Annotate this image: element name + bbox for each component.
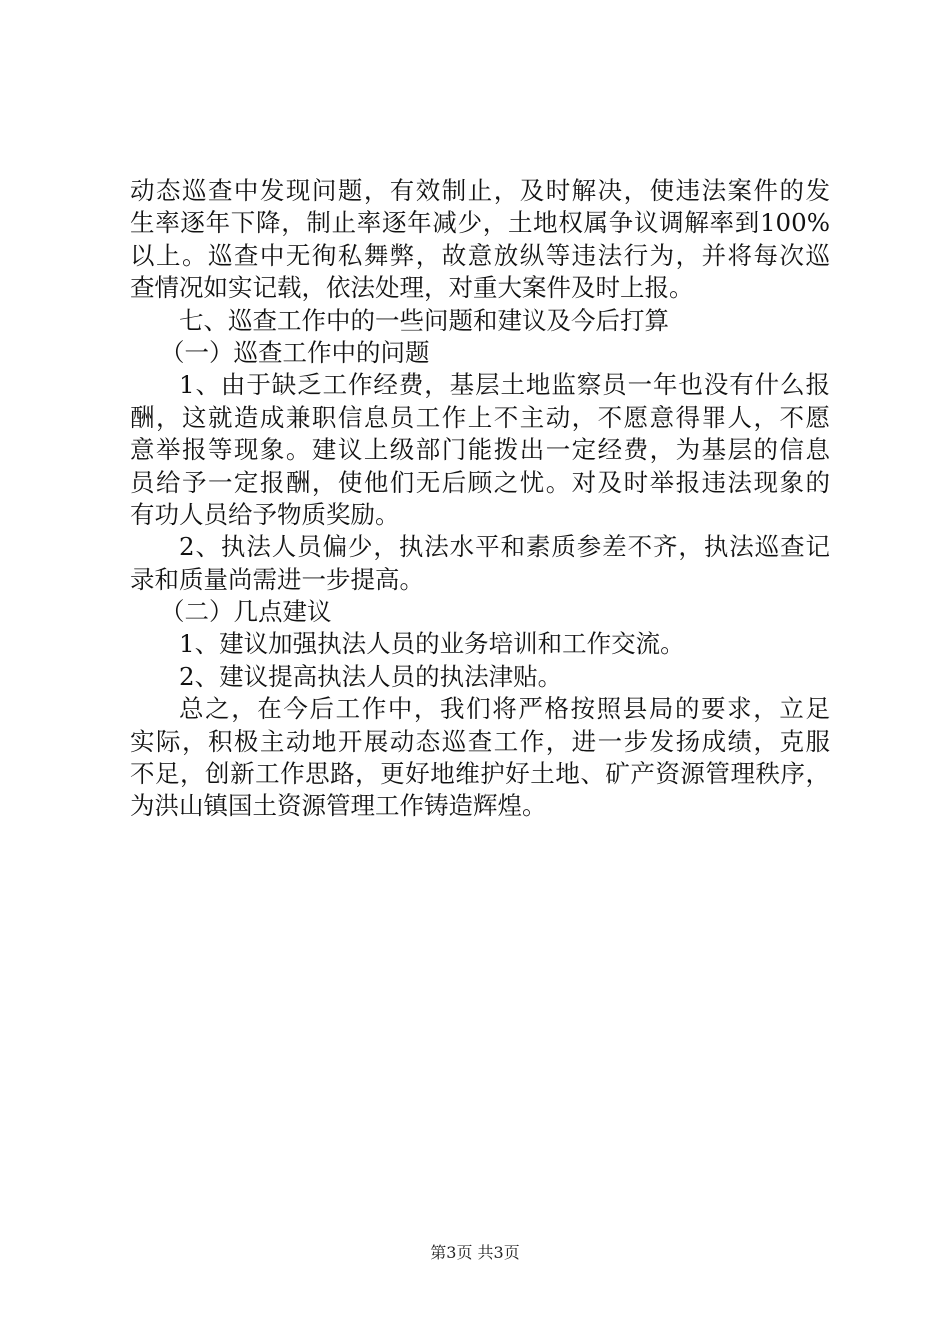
paragraph-line: 不足，创新工作思路，更好地维护好土地、矿产资源管理秩序， [130,759,830,789]
subsection-heading: （一）巡查工作中的问题 [160,337,430,367]
paragraph-line: 录和质量尚需进一步提高。 [130,564,424,594]
paragraph-line: 动态巡查中发现问题，有效制止，及时解决，使违法案件的发 [130,176,830,205]
paragraph-line: 酬，这就造成兼职信息员工作上不主动，不愿意得罪人，不愿 [130,402,830,432]
paragraph-line: 有功人员给予物质奖励。 [130,499,400,529]
paragraph-line: 为洪山镇国土资源管理工作铸造辉煌。 [130,791,547,821]
document-body [130,175,830,823]
paragraph-line: 生率逐年下降，制止率逐年减少，土地权属争议调解率到100% [130,208,830,238]
paragraph-line: 2、执法人员偏少，执法水平和素质参差不齐，执法巡查记 [179,532,830,562]
list-item: 2、建议提高执法人员的执法津贴。 [179,661,563,691]
paragraph-line: 实际，积极主动地开展动态巡查工作，进一步发扬成绩，克服 [130,726,830,756]
paragraph-line: 员给予一定报酬，使他们无后顾之忧。对及时举报违法现象的 [130,467,830,497]
paragraph-line: 意举报等现象。建议上级部门能拨出一定经费，为基层的信息 [130,435,830,465]
paragraph-line: 查情况如实记载，依法处理，对重大案件及时上报。 [130,273,694,303]
list-item: 1、建议加强执法人员的业务培训和工作交流。 [179,629,685,659]
paragraph-line: 总之，在今后工作中，我们将严格按照县局的要求，立足 [179,694,830,724]
paragraph-line: 1、由于缺乏工作经费，基层土地监察员一年也没有什么报 [179,370,830,400]
subsection-heading: （二）几点建议 [160,597,332,627]
paragraph-line: 以上。巡查中无徇私舞弊，故意放纵等违法行为，并将每次巡 [130,240,830,270]
section-heading: 七、巡查工作中的一些问题和建议及今后打算 [179,305,669,335]
page-footer: 第3页 共3页 [430,1243,520,1262]
